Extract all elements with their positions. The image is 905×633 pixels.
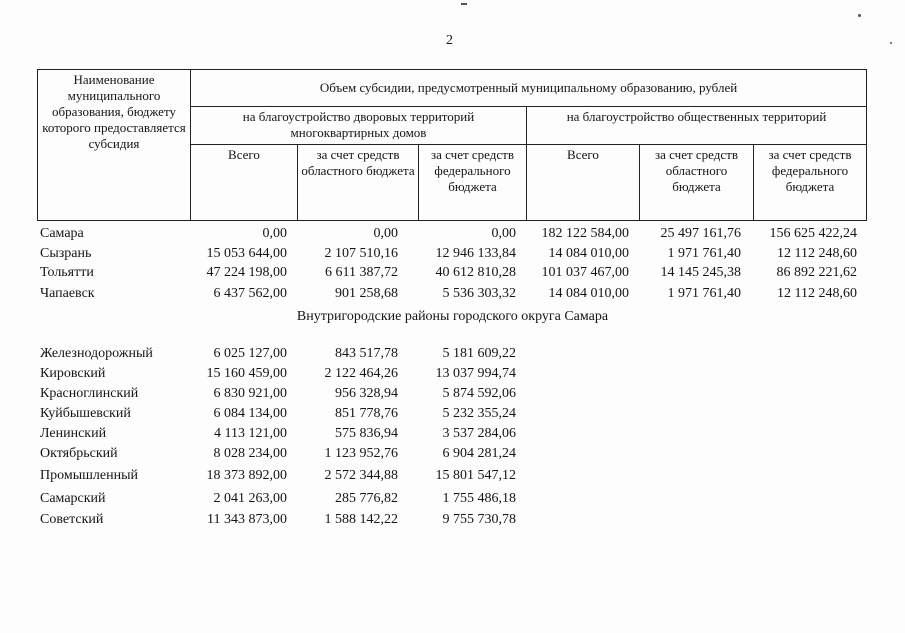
yards-total: 4 113 121,00 bbox=[214, 426, 287, 441]
yards-federal: 12 946 133,84 bbox=[435, 246, 516, 261]
district-name: Самарский bbox=[40, 491, 106, 506]
header-yards-group: на благоустройство дворовых территорий многоквартирных домов bbox=[191, 107, 527, 145]
districts-heading: Внутригородские районы городского округа Самара bbox=[296, 309, 609, 324]
yards-regional: 0,00 bbox=[373, 226, 398, 241]
table-row bbox=[0, 346, 905, 364]
public-regional: 14 145 245,38 bbox=[660, 265, 741, 280]
municipality-name: Самара bbox=[40, 226, 84, 241]
yards-federal: 13 037 994,74 bbox=[435, 366, 516, 381]
header-public-regional: за счет средств областного бюджета bbox=[640, 145, 754, 221]
yards-federal: 5 874 592,06 bbox=[442, 386, 516, 401]
yards-federal: 1 755 486,18 bbox=[442, 491, 516, 506]
header-yards-federal: за счет средств федерального бюджета bbox=[419, 145, 527, 221]
table-row bbox=[0, 226, 905, 244]
yards-federal: 6 904 281,24 bbox=[442, 446, 516, 461]
table-row bbox=[0, 491, 905, 509]
public-regional: 25 497 161,76 bbox=[660, 226, 741, 241]
public-regional: 1 971 761,40 bbox=[667, 286, 741, 301]
public-total: 101 037 467,00 bbox=[541, 265, 629, 280]
table-row bbox=[0, 426, 905, 444]
yards-regional: 1 588 142,22 bbox=[324, 512, 398, 527]
yards-total: 11 343 873,00 bbox=[207, 512, 287, 527]
yards-federal: 15 801 547,12 bbox=[435, 468, 516, 483]
yards-regional: 851 778,76 bbox=[335, 406, 398, 421]
yards-regional: 6 611 387,72 bbox=[325, 265, 398, 280]
yards-federal: 5 536 303,32 bbox=[442, 286, 516, 301]
yards-regional: 575 836,94 bbox=[335, 426, 398, 441]
public-federal: 156 625 422,24 bbox=[769, 226, 857, 241]
municipality-name: Чапаевск bbox=[40, 286, 95, 301]
yards-federal: 9 755 730,78 bbox=[442, 512, 516, 527]
yards-total: 6 084 134,00 bbox=[213, 406, 287, 421]
table-row bbox=[0, 366, 905, 384]
yards-regional: 956 328,94 bbox=[335, 386, 398, 401]
yards-federal: 5 232 355,24 bbox=[442, 406, 516, 421]
district-name: Кировский bbox=[40, 366, 106, 381]
table-row bbox=[0, 286, 905, 304]
yards-regional: 2 107 510,16 bbox=[324, 246, 398, 261]
table-row bbox=[0, 246, 905, 264]
yards-regional: 1 123 952,76 bbox=[324, 446, 398, 461]
table-row bbox=[0, 468, 905, 486]
table-row bbox=[0, 446, 905, 464]
table-row bbox=[0, 265, 905, 283]
public-total: 14 084 010,00 bbox=[548, 286, 629, 301]
yards-total: 6 025 127,00 bbox=[213, 346, 287, 361]
municipality-name: Тольятти bbox=[40, 265, 94, 280]
public-regional: 1 971 761,40 bbox=[667, 246, 741, 261]
yards-regional: 843 517,78 bbox=[335, 346, 398, 361]
public-total: 182 122 584,00 bbox=[541, 226, 629, 241]
yards-federal: 3 537 284,06 bbox=[442, 426, 516, 441]
table-row bbox=[0, 386, 905, 404]
yards-regional: 2 122 464,26 bbox=[324, 366, 398, 381]
page-number: 2 bbox=[446, 33, 453, 48]
yards-total: 8 028 234,00 bbox=[213, 446, 287, 461]
yards-total: 18 373 892,00 bbox=[206, 468, 287, 483]
district-name: Железнодорожный bbox=[40, 346, 153, 361]
header-public-total: Всего bbox=[527, 145, 640, 221]
district-name: Октябрьский bbox=[40, 446, 118, 461]
yards-total: 0,00 bbox=[262, 226, 287, 241]
yards-regional: 901 258,68 bbox=[335, 286, 398, 301]
header-municipality-name: Наименование муниципального образования, бюджету которого предоставляется субсидия bbox=[38, 70, 191, 221]
header-subsidy-volume: Объем субсидии, предусмотренный муниципальному образованию, рублей bbox=[191, 70, 867, 107]
header-yards-total: Всего bbox=[191, 145, 298, 221]
public-federal: 86 892 221,62 bbox=[776, 265, 857, 280]
table-row bbox=[0, 512, 905, 530]
yards-federal: 40 612 810,28 bbox=[435, 265, 516, 280]
yards-total: 47 224 198,00 bbox=[206, 265, 287, 280]
district-name: Ленинский bbox=[40, 426, 107, 441]
district-name: Красноглинский bbox=[40, 386, 139, 401]
district-name: Промышленный bbox=[40, 468, 138, 483]
subsidy-table-header bbox=[37, 69, 867, 221]
header-yards-regional: за счет средств областного бюджета bbox=[298, 145, 419, 221]
district-name: Советский bbox=[40, 512, 104, 527]
header-public-federal: за счет средств федерального бюджета bbox=[754, 145, 867, 221]
table-row bbox=[0, 406, 905, 424]
yards-regional: 2 572 344,88 bbox=[324, 468, 398, 483]
public-federal: 12 112 248,60 bbox=[777, 246, 857, 261]
scan-speck bbox=[890, 42, 892, 44]
yards-total: 15 053 644,00 bbox=[206, 246, 287, 261]
yards-federal: 0,00 bbox=[491, 226, 516, 241]
public-federal: 12 112 248,60 bbox=[777, 286, 857, 301]
district-name: Куйбышевский bbox=[40, 406, 131, 421]
municipality-name: Сызрань bbox=[40, 246, 92, 261]
yards-regional: 285 776,82 bbox=[335, 491, 398, 506]
scan-speck bbox=[461, 3, 467, 5]
yards-total: 6 830 921,00 bbox=[213, 386, 287, 401]
yards-federal: 5 181 609,22 bbox=[442, 346, 516, 361]
public-total: 14 084 010,00 bbox=[548, 246, 629, 261]
header-public-group: на благоустройство общественных территорий bbox=[527, 107, 867, 145]
yards-total: 15 160 459,00 bbox=[206, 366, 287, 381]
yards-total: 6 437 562,00 bbox=[213, 286, 287, 301]
scan-speck bbox=[858, 14, 861, 17]
yards-total: 2 041 263,00 bbox=[213, 491, 287, 506]
